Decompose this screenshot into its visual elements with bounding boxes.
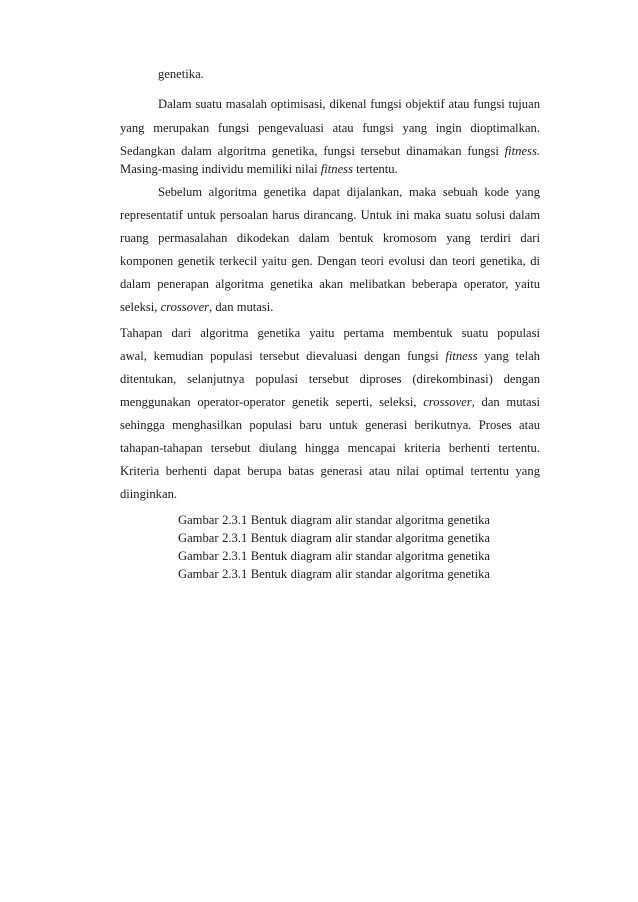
text-line: Kriteria berhenti dapat berupa batas generasi atau nilai optimal tertentu yang: [120, 464, 540, 478]
text-line: genetika.: [158, 67, 204, 81]
text-line: sehingga menghasilkan populasi baru untuk generasi berikutnya. Proses atau: [120, 418, 540, 432]
figure-caption: Gambar 2.3.1 Bentuk diagram alir standar algoritma genetika: [178, 567, 490, 581]
text-span: Sedangkan dalam algoritma genetika, fungsi tersebut dinamakan fungsi: [120, 144, 505, 158]
text-line: diinginkan.: [120, 487, 178, 501]
italic-term: crossover: [423, 395, 472, 409]
text-span: Masing-masing individu memiliki nilai: [120, 162, 321, 176]
text-span: , dan mutasi.: [209, 300, 274, 314]
text-line: [120, 394, 540, 410]
text-span: awal, kemudian populasi tersebut dievaluasi dengan fungsi: [120, 349, 446, 363]
text-span: tertentu.: [352, 162, 398, 176]
italic-term: fitness: [445, 349, 478, 363]
text-span: yang telah: [477, 349, 540, 363]
text-line: dalam penerapan algoritma genetika akan melibatkan beberapa operator, yaitu: [120, 277, 540, 291]
text-span: seleksi,: [120, 300, 161, 314]
text-span: menggunakan operator-operator genetik seperti, seleksi,: [120, 395, 424, 409]
text-line: [120, 143, 540, 159]
text-line: Dalam suatu masalah optimisasi, dikenal fungsi objektif atau fungsi tujuan: [158, 97, 540, 111]
text-line: [120, 161, 398, 177]
text-line: Sebelum algoritma genetika dapat dijalankan, maka sebuah kode yang: [158, 185, 540, 199]
figure-caption: Gambar 2.3.1 Bentuk diagram alir standar algoritma genetika: [178, 513, 490, 527]
text-line: representatif untuk persoalan harus dirancang. Untuk ini maka suatu solusi dalam: [120, 208, 540, 222]
text-span: , dan mutasi: [471, 395, 540, 409]
text-line: ditentukan, selanjutnya populasi tersebut diproses (direkombinasi) dengan: [120, 372, 540, 386]
text-line: Tahapan dari algoritma genetika yaitu pertama membentuk suatu populasi: [120, 326, 540, 340]
figure-caption: Gambar 2.3.1 Bentuk diagram alir standar algoritma genetika: [178, 549, 490, 563]
text-line: yang merupakan fungsi pengevaluasi atau fungsi yang ingin dioptimalkan.: [120, 121, 540, 135]
text-line: [120, 299, 273, 315]
text-line: tahapan-tahapan tersebut diulang hingga mencapai kriteria berhenti tertentu.: [120, 441, 540, 455]
text-line: [120, 348, 540, 364]
figure-caption: Gambar 2.3.1 Bentuk diagram alir standar algoritma genetika: [178, 531, 490, 545]
italic-term: fitness: [320, 162, 353, 176]
italic-term: crossover: [160, 300, 210, 314]
italic-term: fitness.: [504, 144, 540, 158]
text-line: ruang permasalahan dikodekan dalam bentuk kromosom yang terdiri dari: [120, 231, 540, 245]
text-line: komponen genetik terkecil yaitu gen. Dengan teori evolusi dan teori genetika, di: [120, 254, 540, 268]
